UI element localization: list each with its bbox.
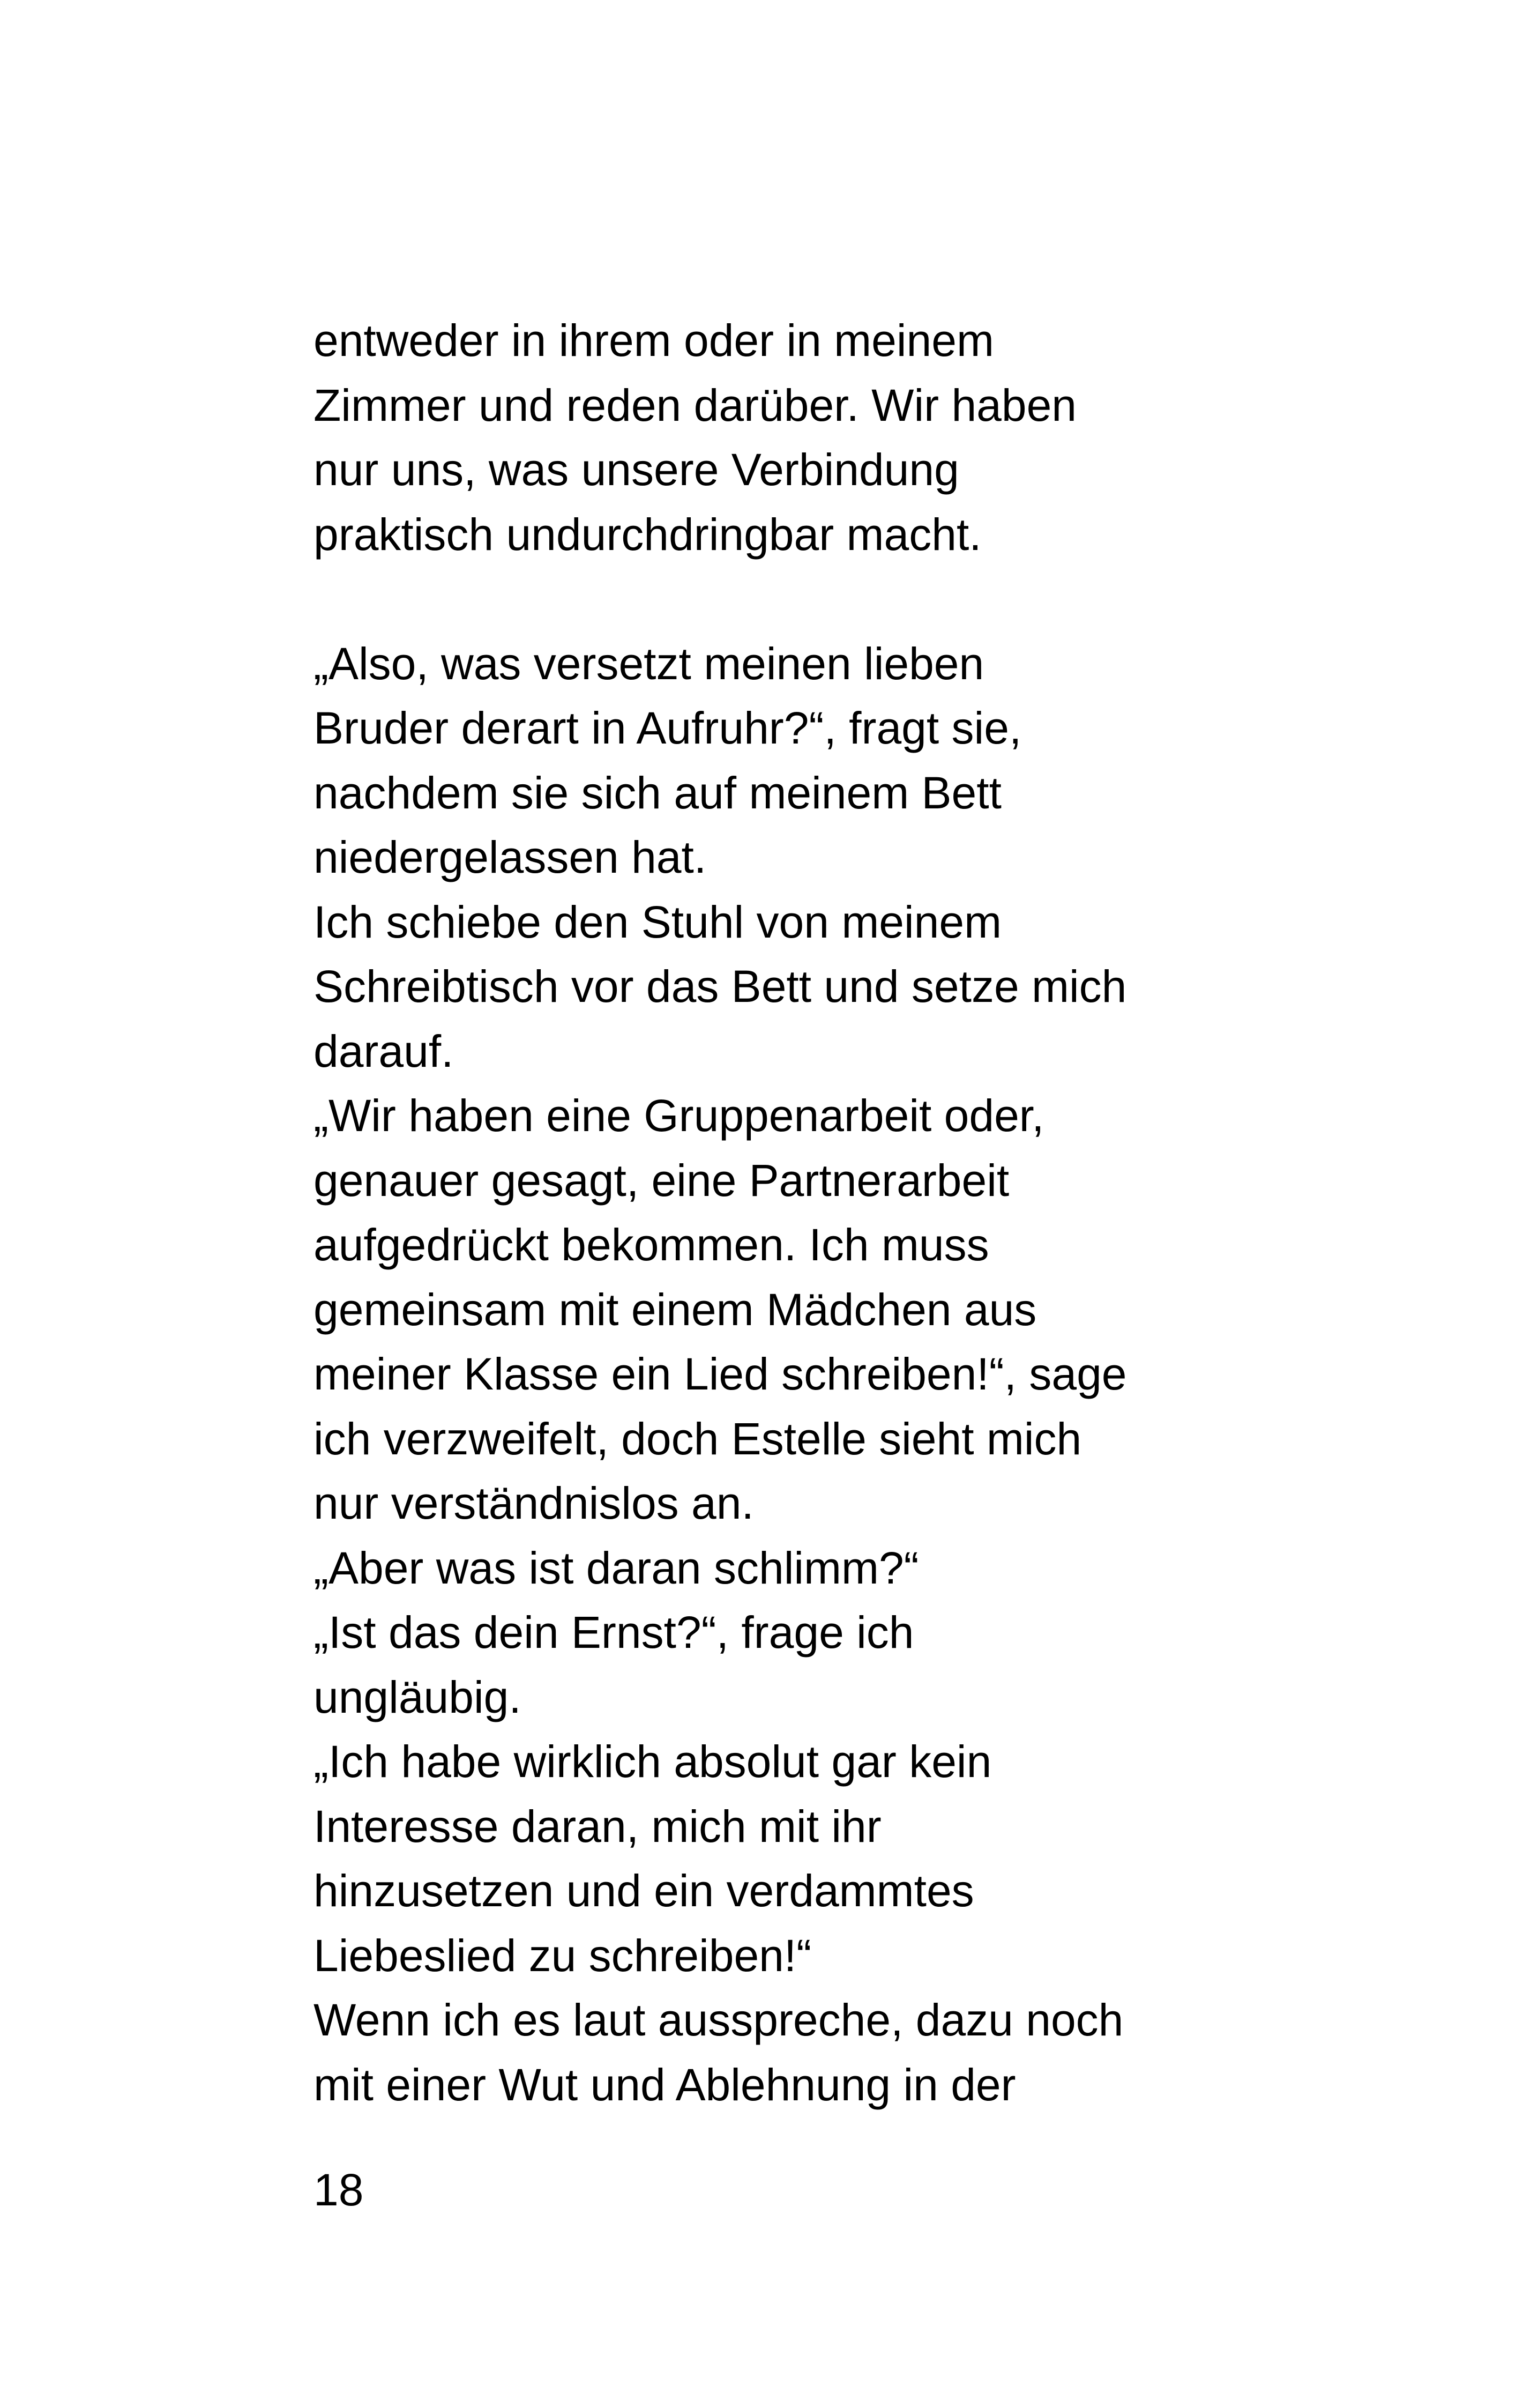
text-line: entweder in ihrem oder in meinem <box>313 315 994 366</box>
paragraph-break <box>313 567 1267 631</box>
text-line: mit einer Wut und Ablehnung in der <box>313 2059 1016 2110</box>
text-line: aufgedrückt bekommen. Ich muss <box>313 1220 989 1270</box>
text-line: „Ich habe wirklich absolut gar kein <box>313 1736 992 1787</box>
text-line: „Wir haben eine Gruppenarbeit oder, <box>313 1090 1044 1141</box>
text-line: darauf. <box>313 1025 454 1076</box>
text-line: gemeinsam mit einem Mädchen aus <box>313 1284 1037 1335</box>
text-line: Ich schiebe den Stuhl von meinem <box>313 896 1002 947</box>
text-line: „Ist das dein Ernst?“, frage ich <box>313 1607 914 1658</box>
text-line: niedergelassen hat. <box>313 832 707 882</box>
text-line: Liebeslied zu schreiben!“ <box>313 1930 812 1981</box>
text-line: meiner Klasse ein Lied schreiben!“, sage <box>313 1349 1127 1399</box>
text-line: Bruder derart in Aufruhr?“, fragt sie, <box>313 703 1022 753</box>
text-line: Schreibtisch vor das Bett und setze mich <box>313 961 1127 1012</box>
text-line: nur verständnislos an. <box>313 1478 754 1528</box>
text-line: „Aber was ist daran schlimm?“ <box>313 1542 919 1593</box>
text-line: praktisch undurchdringbar macht. <box>313 509 982 560</box>
text-line: hinzusetzen und ein verdammtes <box>313 1866 974 1916</box>
page-number: 18 <box>313 2165 364 2215</box>
text-line: nur uns, was unsere Verbindung <box>313 444 959 495</box>
body-text <box>313 308 1267 2117</box>
text-line: ich verzweifelt, doch Estelle sieht mich <box>313 1413 1082 1464</box>
text-line: nachdem sie sich auf meinem Bett <box>313 767 1002 818</box>
text-line: Wenn ich es laut ausspreche, dazu noch <box>313 1995 1124 2045</box>
text-line: Interesse daran, mich mit ihr <box>313 1801 882 1852</box>
text-line: genauer gesagt, eine Partnerarbeit <box>313 1155 1010 1206</box>
text-line: Zimmer und reden darüber. Wir haben <box>313 380 1077 430</box>
text-line: „Also, was versetzt meinen lieben <box>313 638 984 689</box>
text-line: ungläubig. <box>313 1671 521 1722</box>
